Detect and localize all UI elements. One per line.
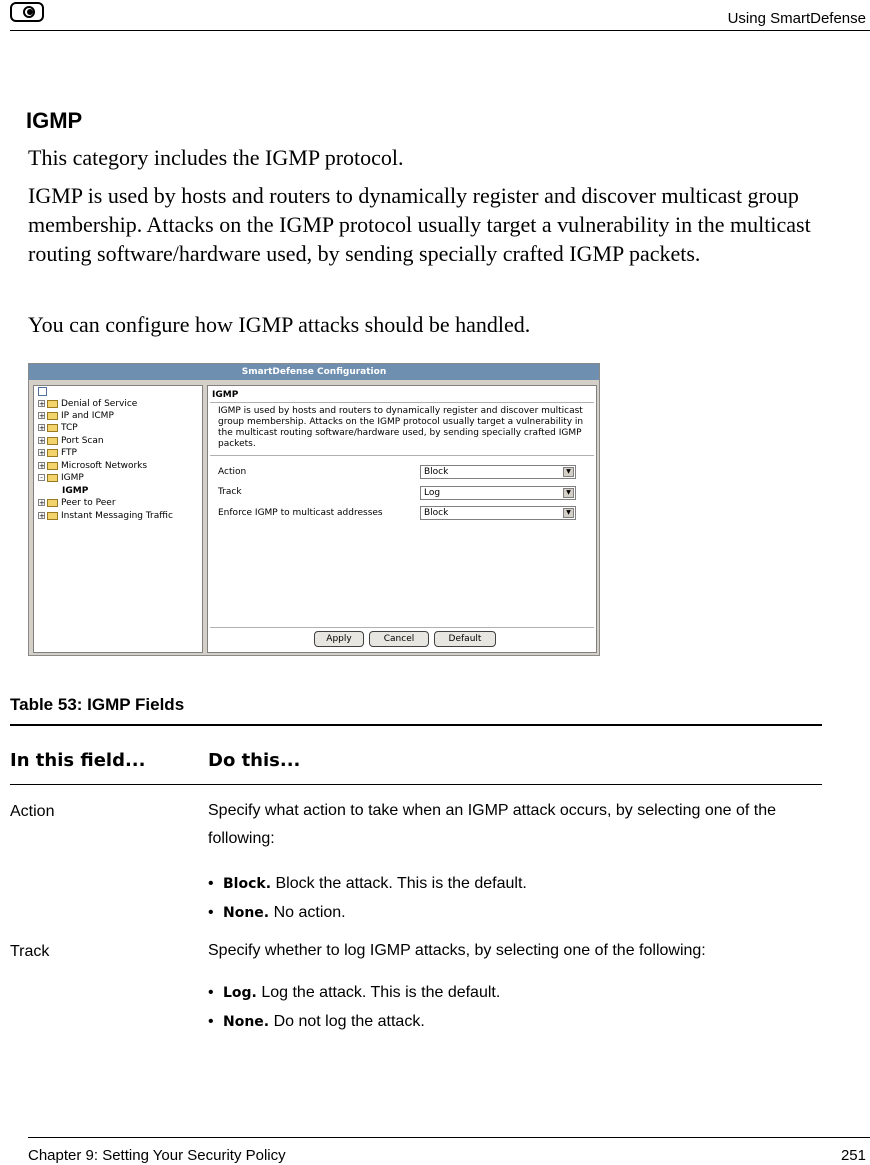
- panel-divider: [210, 402, 594, 403]
- list-item: • Log. Log the attack. This is the default.: [208, 984, 501, 1001]
- dropdown-arrow-icon: ▼: [563, 508, 574, 518]
- section-heading: IGMP: [26, 108, 83, 133]
- bullet-icon: •: [208, 1013, 214, 1030]
- header-divider: [10, 30, 870, 31]
- panel-divider: [210, 455, 594, 456]
- enforce-select[interactable]: Block ▼: [420, 506, 576, 520]
- tree-item-igmp-leaf[interactable]: IGMP: [62, 486, 89, 496]
- settings-panel: [207, 385, 597, 653]
- bullet-icon: •: [208, 984, 214, 1001]
- track-select[interactable]: Log ▼: [420, 486, 576, 500]
- configure-paragraph: You can configure how IGMP attacks should be handled.: [28, 312, 531, 337]
- list-item: • Block. Block the attack. This is the default.: [208, 875, 527, 892]
- track-label: Track: [218, 487, 242, 497]
- action-select[interactable]: Block ▼: [420, 465, 576, 479]
- tree-item-tcp[interactable]: + TCP: [39, 423, 78, 433]
- tree-item-igmp[interactable]: - IGMP: [38, 473, 84, 484]
- smartdefense-config-screenshot: [28, 363, 600, 656]
- tree-item-ip-icmp[interactable]: + IP and ICMP: [39, 411, 114, 421]
- category-tree: [33, 385, 203, 653]
- folder-icon: [47, 424, 58, 432]
- folder-icon: [47, 499, 58, 507]
- panel-heading: IGMP: [212, 390, 239, 400]
- tree-item-denial-of-service[interactable]: + Denial of Service: [39, 399, 138, 409]
- folder-icon: [47, 437, 58, 445]
- folder-icon: [47, 400, 58, 408]
- checkpoint-logo-icon: [10, 2, 44, 22]
- table-caption: Table 53: IGMP Fields: [10, 695, 185, 714]
- folder-icon: [47, 449, 58, 457]
- table-row-desc: Specify whether to log IGMP attacks, by selecting one of the following:: [208, 942, 706, 959]
- table-row-field: Track: [10, 943, 50, 960]
- description-paragraph: IGMP is used by hosts and routers to dynamically register and discover multicast group membership. Attacks on the IGMP protocol usually target a vulnerability in the multicast routing software/hardware used, by sending specially crafted IGMP packets.: [28, 183, 811, 266]
- tree-item-instant-messaging[interactable]: + Instant Messaging Traffic: [39, 511, 173, 521]
- apply-button[interactable]: Apply: [314, 631, 364, 647]
- open-folder-icon: [47, 474, 58, 482]
- page-number: 251: [840, 1147, 866, 1164]
- footer-chapter: Chapter 9: Setting Your Security Policy: [28, 1147, 286, 1164]
- header-title: Using SmartDefense: [727, 10, 866, 27]
- table-row-desc: Specify what action to take when an IGMP attack occurs, by selecting one of the following:: [208, 802, 777, 847]
- column-header-field: In this field...: [10, 750, 146, 771]
- table-header-rule: [10, 784, 822, 785]
- folder-icon: [47, 512, 58, 520]
- table-top-rule: [10, 724, 822, 726]
- tree-item-microsoft-networks[interactable]: + Microsoft Networks: [39, 461, 148, 471]
- tree-item-port-scan[interactable]: + Port Scan: [39, 436, 104, 446]
- folder-icon: [47, 462, 58, 470]
- dropdown-arrow-icon: ▼: [563, 488, 574, 498]
- cancel-button[interactable]: Cancel: [369, 631, 429, 647]
- dropdown-arrow-icon: ▼: [563, 467, 574, 477]
- folder-icon: [47, 412, 58, 420]
- bullet-icon: •: [208, 904, 214, 921]
- tree-item-peer-to-peer[interactable]: + Peer to Peer: [39, 498, 116, 508]
- list-item: • None. No action.: [208, 904, 346, 921]
- enforce-label: Enforce IGMP to multicast addresses: [218, 508, 383, 518]
- intro-paragraph: This category includes the IGMP protocol.: [28, 145, 404, 170]
- table-row-field: Action: [10, 803, 55, 820]
- footer-divider: [28, 1137, 870, 1138]
- panel-divider: [210, 627, 594, 628]
- tree-item-ftp[interactable]: + FTP: [39, 448, 77, 458]
- list-item: • None. Do not log the attack.: [208, 1013, 425, 1030]
- bullet-icon: •: [208, 875, 214, 892]
- default-button[interactable]: Default: [434, 631, 496, 647]
- action-label: Action: [218, 467, 247, 477]
- column-header-action: Do this...: [208, 750, 301, 771]
- panel-description: IGMP is used by hosts and routers to dynamically register and discover multicast group membership. Attacks on the IGMP protocol usually target a vulnerability in the multicast routing software/hardware used, by sending specially crafted IGMP packets.: [218, 406, 584, 449]
- window-title: SmartDefense Configuration: [29, 364, 599, 380]
